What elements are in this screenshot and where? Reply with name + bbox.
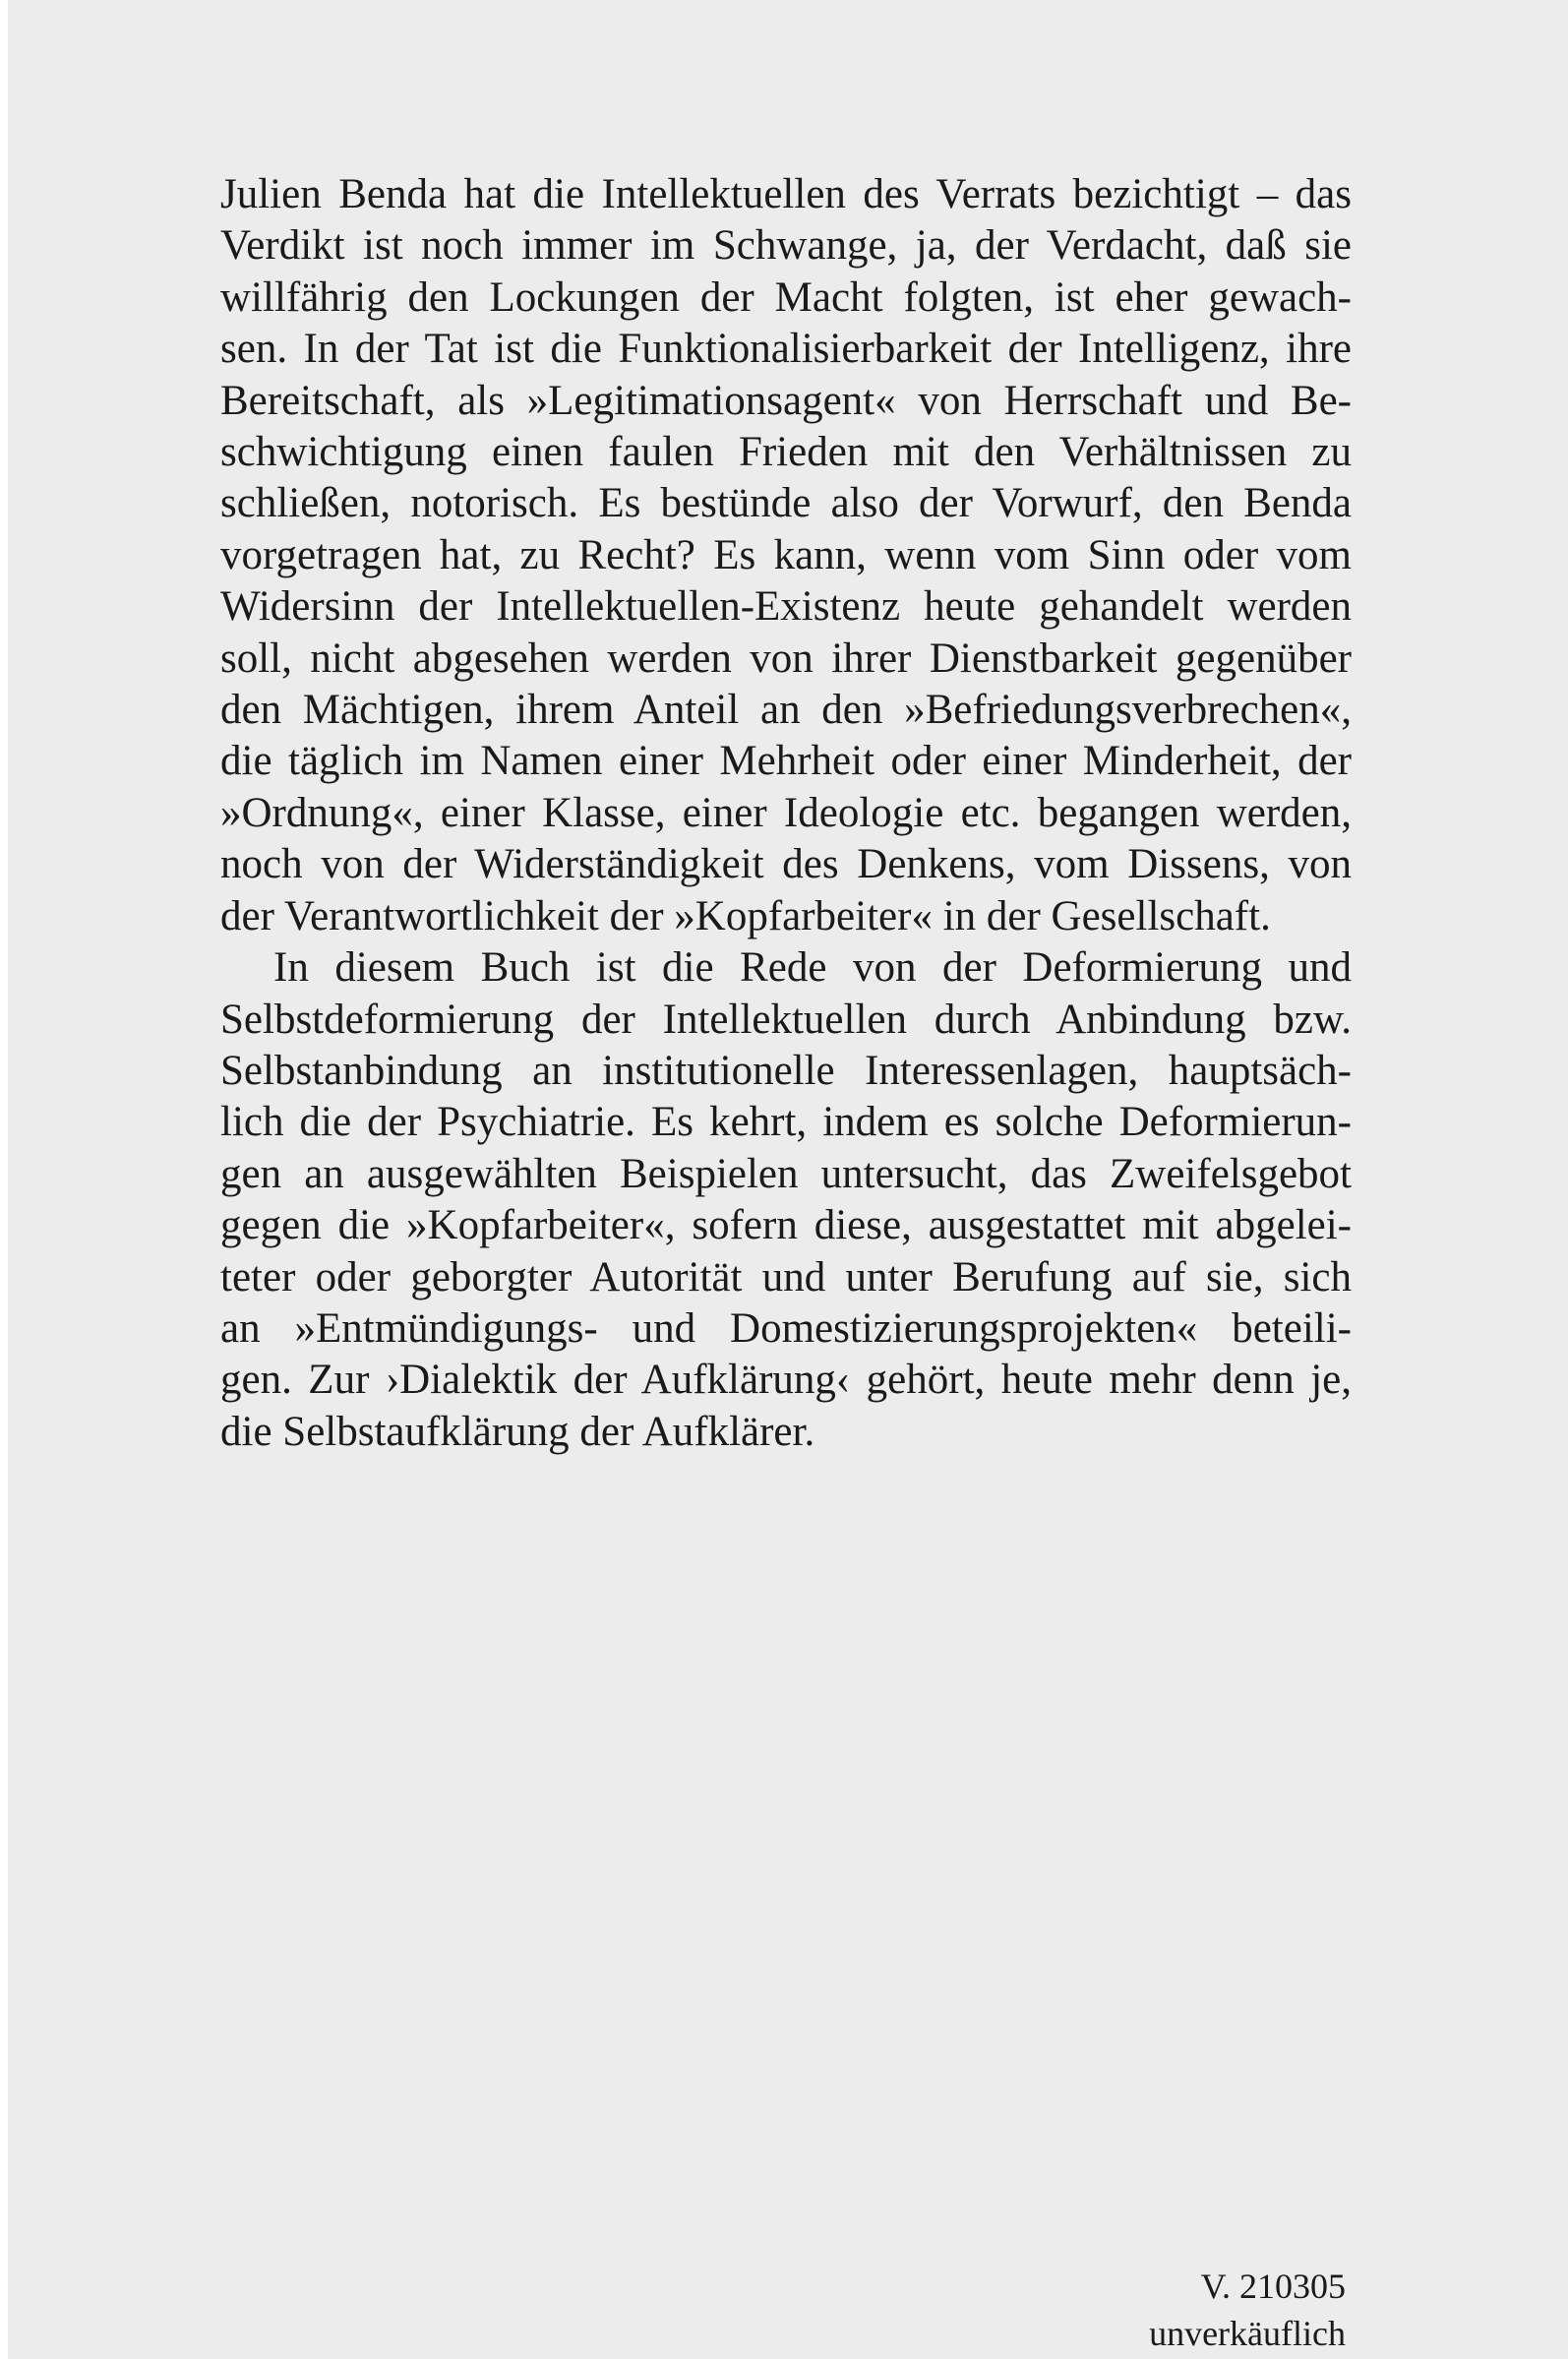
text-line: lich die der Psychiatrie. Es kehrt, indem es solche Deformierun-: [220, 1099, 1352, 1146]
text-line: Julien Benda hat die Intellektuellen des Verrats bezichtigt – das: [220, 171, 1352, 217]
text-line: teter oder geborgter Autorität und unter Berufung auf sie, sich: [220, 1253, 1352, 1300]
text-line: Widersinn der Intellektuellen-Existenz heute gehandelt werden: [220, 583, 1352, 631]
text-line: noch von der Widerständigkeit des Denkens, vom Dissens, von: [220, 841, 1352, 888]
paragraph: [220, 169, 1352, 942]
text-line: Selbstanbindung an institutionelle Interessenlagen, hauptsäch-: [220, 1047, 1352, 1094]
text-line: schließen, notorisch. Es bestünde also der Vorwurf, den Benda: [220, 480, 1352, 527]
page-edge: [0, 0, 8, 2359]
text-line: gegen die »Kopfarbeiter«, sofern diese, ausgestattet mit abgelei-: [220, 1202, 1352, 1249]
text-line: Bereitschaft, als »Legitimationsagent« von Herrschaft und Be-: [220, 377, 1352, 424]
not-for-sale-note: unverkäuflich: [1149, 2314, 1346, 2353]
text-line: sen. In der Tat ist die Funktionalisierbarkeit der Intelligenz, ihre: [220, 326, 1352, 373]
text-line: der Verantwortlichkeit der »Kopfarbeiter« in der Gesellschaft.: [220, 892, 1271, 939]
text-line: gen an ausgewählten Beispielen untersucht, das Zweifelsgebot: [220, 1150, 1352, 1197]
text-line: Selbstdeformierung der Intellektuellen durch Anbindung bzw.: [220, 996, 1352, 1043]
text-line: »Ordnung«, einer Klasse, einer Ideologie etc. begangen werden,: [220, 789, 1352, 836]
text-line: den Mächtigen, ihrem Anteil an den »Befriedungsverbrechen«,: [220, 687, 1352, 734]
text-line: die täglich im Namen einer Mehrheit oder einer Minderheit, der: [220, 738, 1352, 785]
text-line: vorgetragen hat, zu Recht? Es kann, wenn vom Sinn oder vom: [220, 531, 1352, 578]
text-line: die Selbstaufklärung der Aufklärer.: [220, 1408, 815, 1455]
text-line: willfährig den Lockungen der Macht folgten, ist eher gewach-: [220, 273, 1352, 321]
text-line: In diesem Buch ist die Rede von der Deformierung und: [273, 944, 1352, 992]
text-line: schwichtigung einen faulen Frieden mit den Verhältnissen zu: [220, 429, 1352, 476]
text-line: an »Entmündigungs- und Domestizierungsprojekten« beteili-: [220, 1304, 1352, 1352]
text-line: soll, nicht abgesehen werden von ihrer Dienstbarkeit gegenüber: [220, 635, 1352, 682]
text-line: Verdikt ist noch immer im Schwange, ja, der Verdacht, daß sie: [220, 222, 1352, 270]
body-text: [220, 169, 1352, 1458]
paragraph: [220, 942, 1352, 1458]
footer: [1149, 2263, 1346, 2357]
text-line: gen. Zur ›Dialektik der Aufklärung‹ gehört, heute mehr denn je,: [220, 1357, 1352, 1404]
edition-number: V. 210305: [1200, 2267, 1346, 2306]
